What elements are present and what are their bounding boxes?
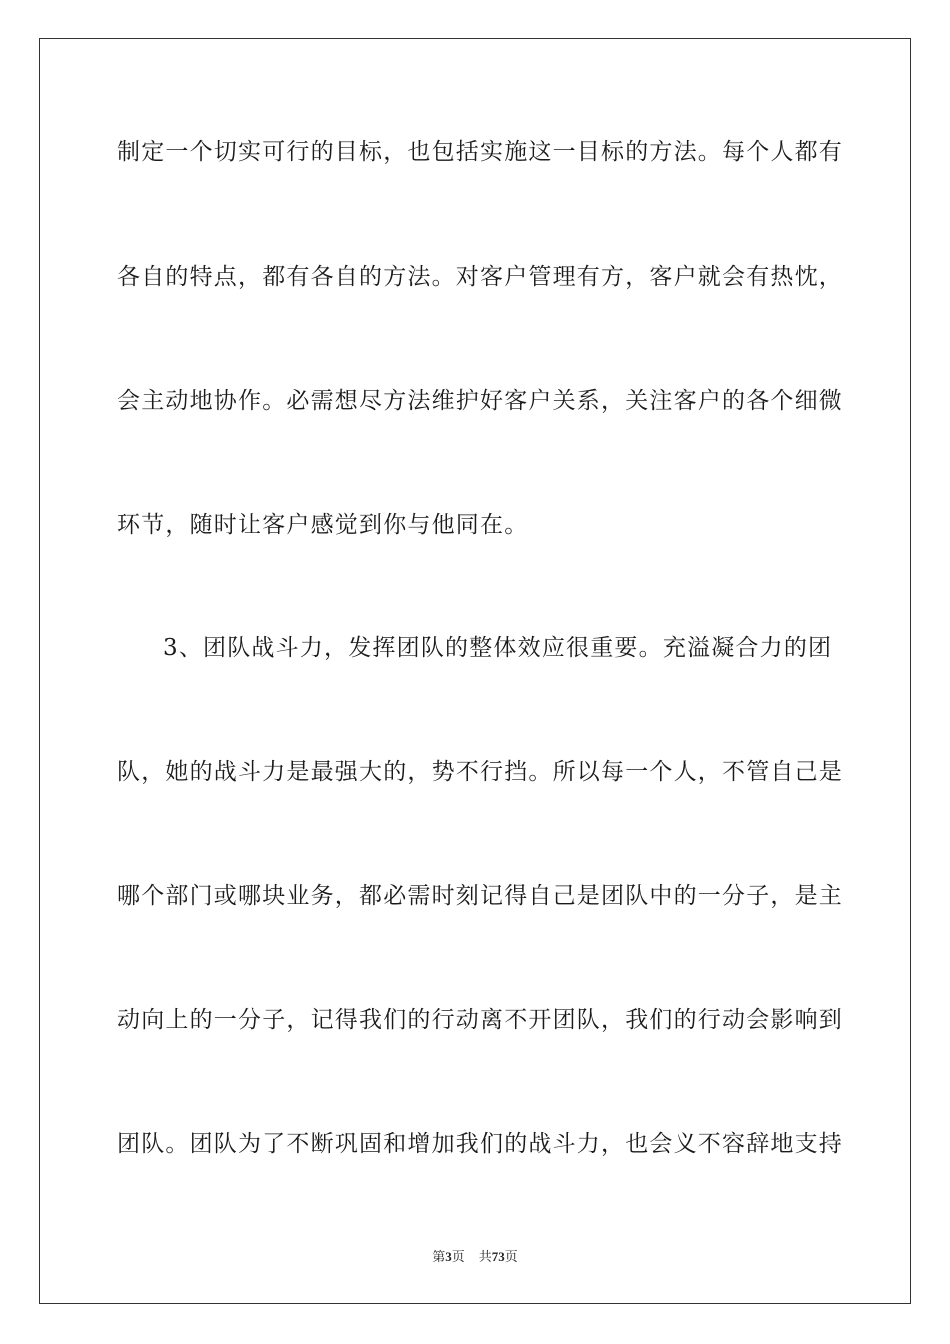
page-frame: [39, 38, 911, 1304]
page-footer: [0, 1248, 950, 1267]
body-line-7: 哪个部门或哪块业务，都必需时刻记得自己是团队中的一分子，是主: [117, 883, 843, 909]
body-line-6: 队，她的战斗力是最强大的，势不行挡。所以每一个人，不管自己是: [117, 759, 843, 785]
footer-total-pages: 73: [491, 1249, 505, 1264]
body-line-1: 制定一个切实可行的目标，也包括实施这一目标的方法。每个人都有: [117, 139, 843, 165]
body-line-9: 团队。团队为了不断巩固和增加我们的战斗力，也会义不容辞地支持: [117, 1131, 843, 1157]
footer-total-prefix: 共: [478, 1250, 492, 1265]
body-line-2: 各自的特点，都有各自的方法。对客户管理有方，客户就会有热忱，: [117, 264, 843, 290]
footer-page-prefix: 第: [432, 1250, 446, 1265]
footer-total-suffix: 页: [504, 1250, 518, 1265]
body-line-8: 动向上的一分子，记得我们的行动离不开团队，我们的行动会影响到: [117, 1007, 843, 1033]
footer-page-number: 3: [445, 1249, 452, 1264]
body-line-3: 会主动地协作。必需想尽方法维护好客户关系，关注客户的各个细微: [117, 388, 843, 414]
body-line-5: 3、团队战斗力，发挥团队的整体效应很重要。充溢凝合力的团: [163, 635, 833, 661]
body-line-4: 环节，随时让客户感觉到你与他同在。: [117, 512, 529, 538]
footer-page-suffix: 页: [451, 1250, 465, 1265]
